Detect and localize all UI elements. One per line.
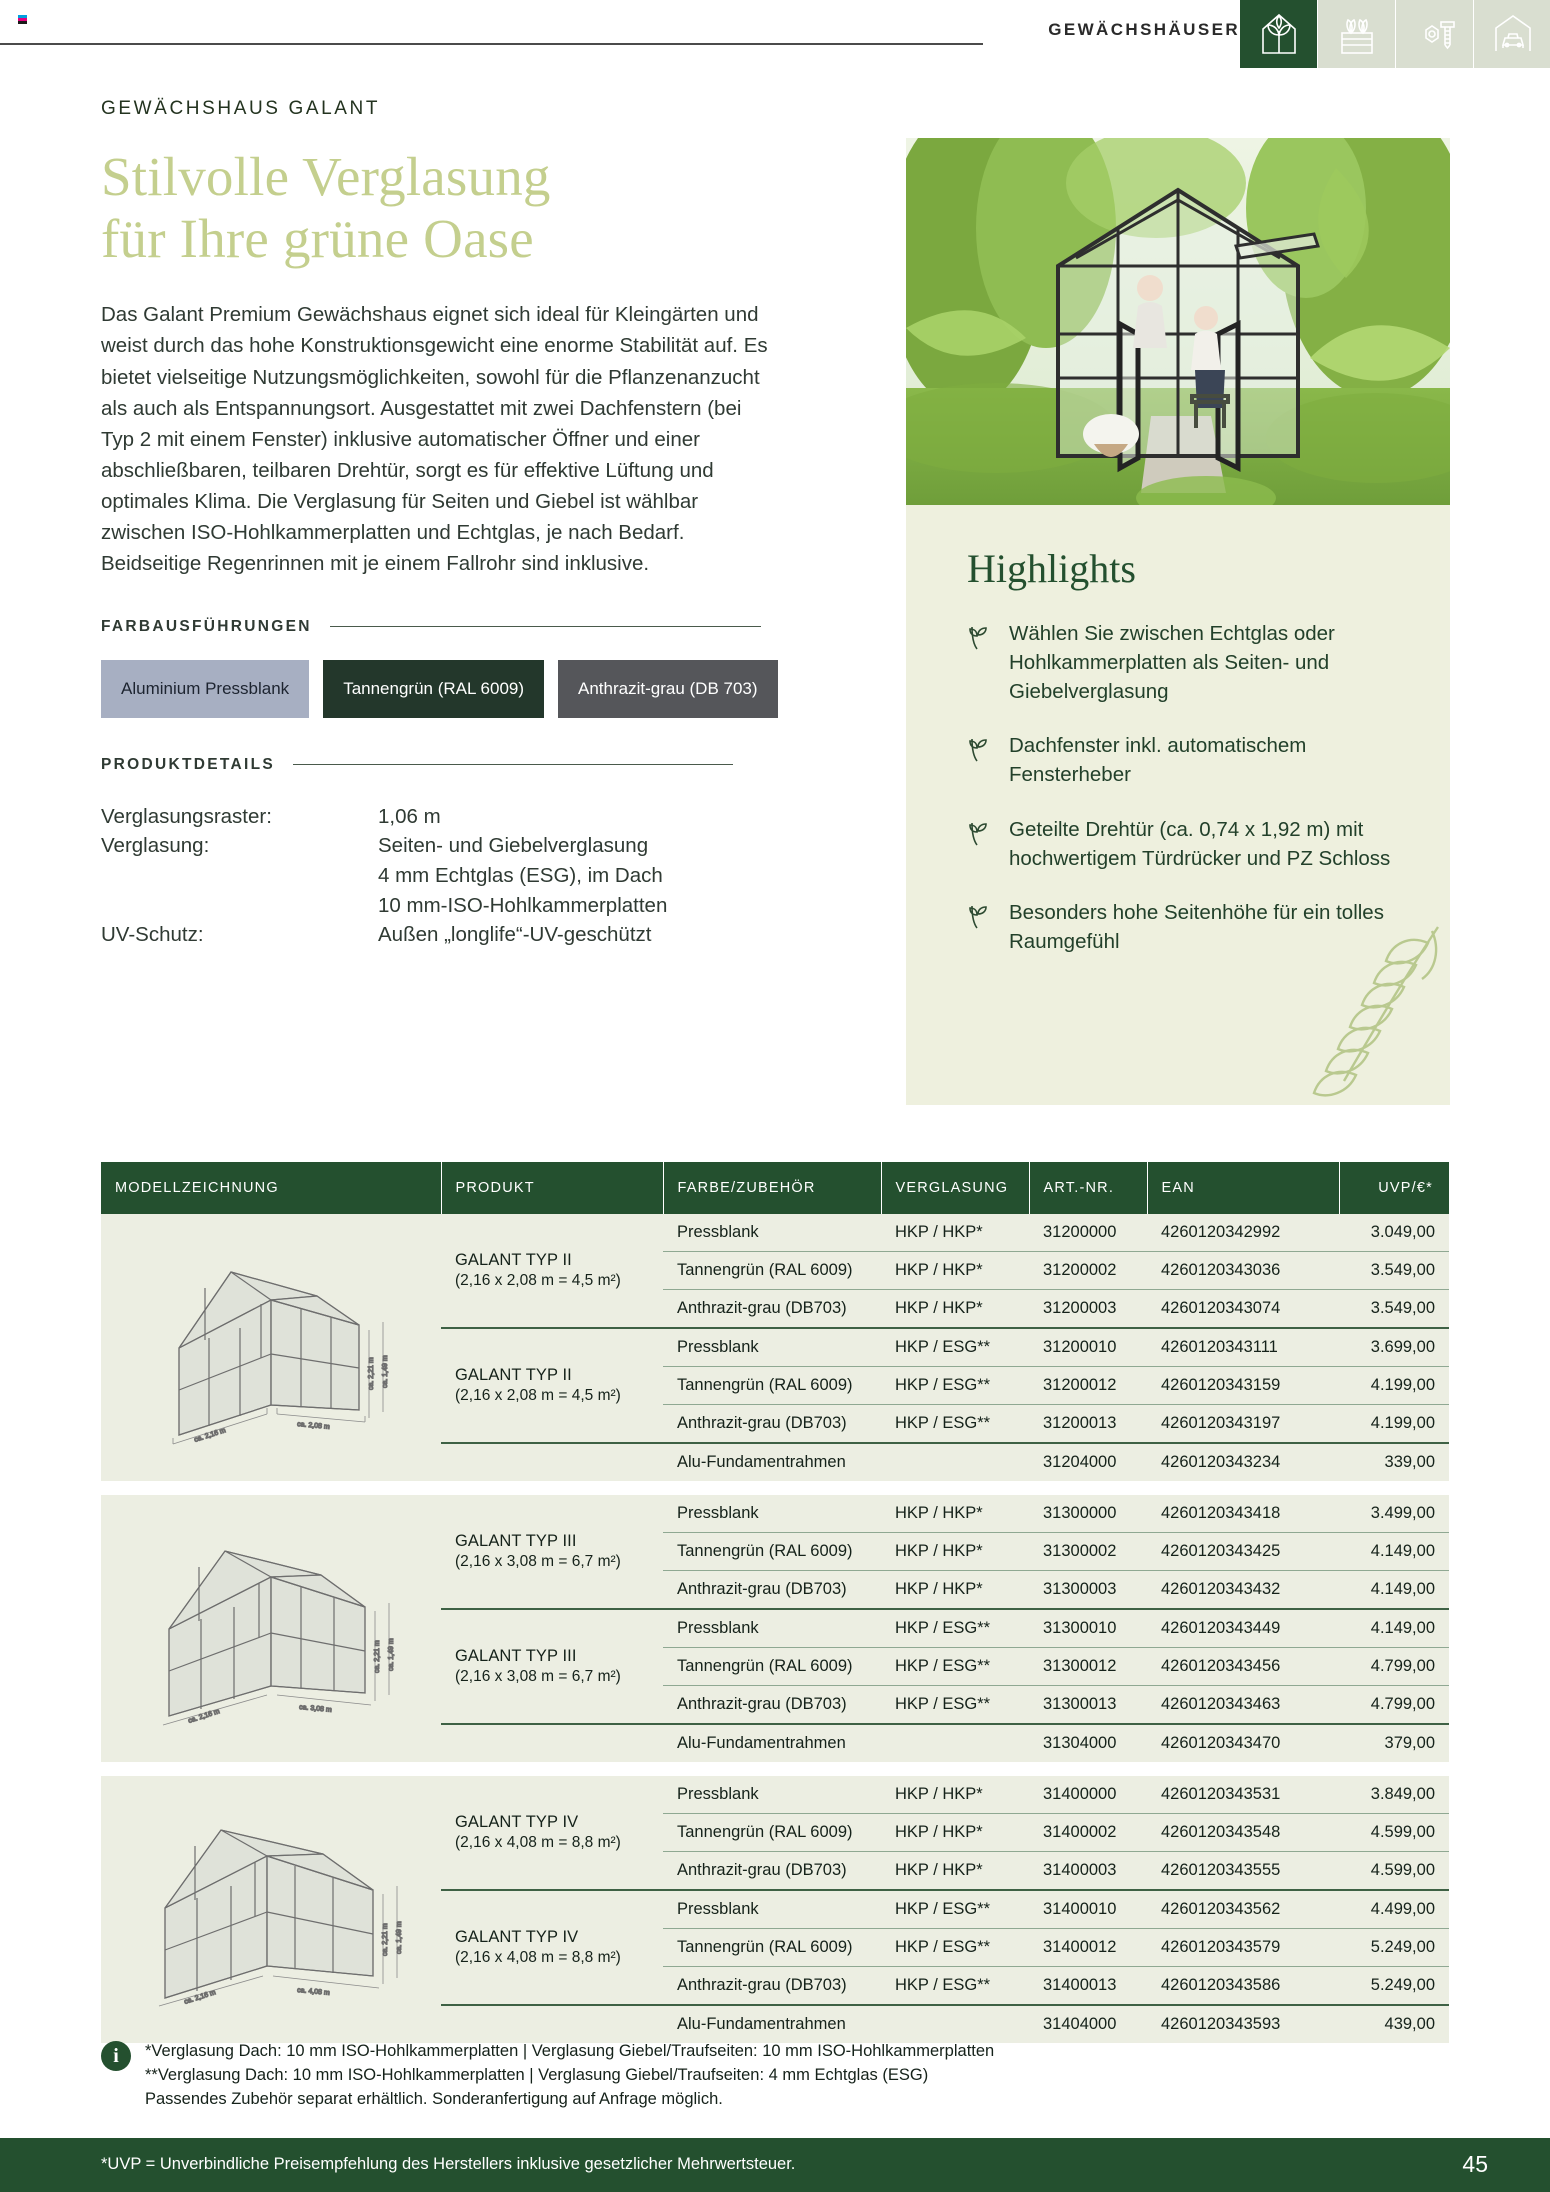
detail-value: 10 mm-ISO-Hohlkammerplatten (378, 893, 668, 917)
product-name: GALANT TYP IV (455, 1812, 579, 1831)
cell-article: 31300012 (1029, 1648, 1147, 1686)
color-swatch-label: Anthrazit-grau (DB 703) (578, 678, 758, 698)
cell-price: 4.149,00 (1339, 1533, 1449, 1571)
model-drawing-cell (101, 1214, 441, 1488)
cell-article: 31404000 (1029, 2005, 1147, 2043)
cell-ean: 4260120343593 (1147, 2005, 1339, 2043)
cell-price: 5.249,00 (1339, 1967, 1449, 2006)
cell-colour: Anthrazit-grau (DB703) (663, 1290, 881, 1329)
highlight-text: Geteilte Drehtür (ca. 0,74 x 1,92 m) mit hochwertigem Türdrücker und PZ Schloss (1009, 817, 1391, 870)
tab-hardware[interactable] (1396, 0, 1473, 68)
cell-colour: Anthrazit-grau (DB703) (663, 1686, 881, 1725)
cell-article: 31300013 (1029, 1686, 1147, 1725)
cell-colour: Tannengrün (RAL 6009) (663, 1929, 881, 1967)
color-swatch-label: Aluminium Pressblank (121, 678, 290, 698)
cell-price: 4.199,00 (1339, 1405, 1449, 1444)
cell-price: 5.249,00 (1339, 1929, 1449, 1967)
details-section-label: PRODUKTDETAILS (101, 755, 275, 773)
details-section-heading (101, 756, 761, 774)
cell-article: 31204000 (1029, 1443, 1147, 1488)
cell-article: 31200010 (1029, 1328, 1147, 1367)
cell-colour: Anthrazit-grau (DB703) (663, 1405, 881, 1444)
cell-article: 31400000 (1029, 1769, 1147, 1814)
svg-text:ca. 4,08 m: ca. 4,08 m (296, 1987, 330, 1997)
col-art-nr: ART.-NR. (1029, 1162, 1147, 1214)
cell-glazing: HKP / ESG** (881, 1648, 1029, 1686)
cell-glazing: HKP / HKP* (881, 1852, 1029, 1891)
svg-text:ca. 2,21 m: ca. 2,21 m (374, 1640, 381, 1673)
cell-price: 4.799,00 (1339, 1686, 1449, 1725)
greenhouse-isometric-drawing (121, 1638, 421, 1745)
highlights-panel (906, 505, 1450, 1105)
cell-colour: Anthrazit-grau (DB703) (663, 1571, 881, 1610)
cell-price: 4.199,00 (1339, 1367, 1449, 1405)
cell-glazing: HKP / ESG** (881, 1405, 1029, 1444)
detail-value: 4 mm Echtglas (ESG), im Dach (378, 864, 663, 888)
highlights-title: Highlights (967, 546, 1136, 591)
detail-value: 1,06 m (378, 804, 441, 828)
cell-glazing: HKP / HKP* (881, 1769, 1029, 1814)
cell-glazing: HKP / ESG** (881, 1967, 1029, 2006)
cell-colour: Tannengrün (RAL 6009) (663, 1252, 881, 1290)
product-dimensions: (2,16 x 3,08 m = 6,7 m²) (455, 1553, 621, 1571)
svg-text:ca. 2,16 m: ca. 2,16 m (187, 1708, 221, 1725)
section-title: GEWÄCHSHÄUSER (1048, 20, 1240, 39)
cell-article: 31200003 (1029, 1290, 1147, 1329)
page-title (101, 146, 761, 269)
detail-key (101, 891, 378, 921)
col-uvp: UVP/€* (1339, 1162, 1449, 1214)
detail-key: Verglasung: (101, 834, 210, 858)
product-name: GALANT TYP III (455, 1531, 577, 1550)
colors-section-label: FARBAUSFÜHRUNGEN (101, 617, 312, 635)
bolt-screw-icon (1413, 11, 1457, 57)
page-title-line-2: für Ihre grüne Oase (101, 207, 534, 269)
product-details-list (101, 802, 761, 951)
cell-ean: 4260120343449 (1147, 1609, 1339, 1648)
cell-glazing: HKP / ESG** (881, 1929, 1029, 1967)
svg-text:ca. 2,16 m: ca. 2,16 m (183, 1989, 217, 2006)
cell-ean: 4260120343159 (1147, 1367, 1339, 1405)
detail-value: Außen „longlife“-UV-geschützt (378, 923, 652, 947)
footer-disclaimer: *UVP = Unverbindliche Preisempfehlung des Herstellers inklusive gesetzlicher Mehrwertsteuer. (101, 2155, 796, 2173)
category-tabstrip (1240, 0, 1550, 68)
cell-glazing: HKP / HKP* (881, 1571, 1029, 1610)
cell-article: 31200012 (1029, 1367, 1147, 1405)
cell-accessory: Alu-Fundamentrahmen (663, 1443, 881, 1488)
cell-colour: Pressblank (663, 1769, 881, 1814)
cell-glazing (881, 1724, 1029, 1769)
cell-article: 31300003 (1029, 1571, 1147, 1610)
color-swatch-list (101, 660, 761, 718)
cell-ean: 4260120343586 (1147, 1967, 1339, 2006)
cell-article: 31400012 (1029, 1929, 1147, 1967)
cell-article: 31300002 (1029, 1533, 1147, 1571)
cell-ean: 4260120343234 (1147, 1443, 1339, 1488)
product-name-cell (441, 1214, 663, 1328)
product-name-cell (441, 1328, 663, 1443)
product-name-cell (441, 1443, 663, 1488)
cell-price: 3.049,00 (1339, 1214, 1449, 1252)
svg-text:ca. 1,49 m: ca. 1,49 m (388, 1638, 395, 1671)
cell-article: 31200002 (1029, 1252, 1147, 1290)
svg-text:ca. 1,49 m: ca. 1,49 m (396, 1921, 403, 1954)
cell-colour: Tannengrün (RAL 6009) (663, 1533, 881, 1571)
cell-article: 31400013 (1029, 1967, 1147, 2006)
footnote-line: **Verglasung Dach: 10 mm ISO-Hohlkammerplatten | Verglasung Giebel/Traufseiten: 4 mm Echtglas (ESG) (145, 2065, 929, 2084)
col-ean: EAN (1147, 1162, 1339, 1214)
color-swatch[interactable] (101, 660, 309, 718)
product-name: GALANT TYP III (455, 1646, 577, 1665)
col-verglasung: VERGLASUNG (881, 1162, 1029, 1214)
tab-greenhouse[interactable] (1240, 0, 1317, 68)
svg-text:ca. 2,08 m: ca. 2,08 m (296, 1421, 330, 1431)
cell-accessory: Alu-Fundamentrahmen (663, 2005, 881, 2043)
cell-ean: 4260120343111 (1147, 1328, 1339, 1367)
greenhouse-icon (1257, 11, 1301, 57)
cell-colour: Tannengrün (RAL 6009) (663, 1814, 881, 1852)
highlight-item (967, 815, 1406, 873)
detail-key (101, 861, 378, 891)
product-name-cell (441, 1609, 663, 1724)
product-table-wrapper (101, 1162, 1449, 2043)
cell-ean: 4260120343432 (1147, 1571, 1339, 1610)
footnotes-block (101, 2040, 1401, 2112)
cell-colour: Tannengrün (RAL 6009) (663, 1648, 881, 1686)
highlight-item (967, 619, 1406, 706)
colors-section-rule (330, 626, 761, 628)
footnote-line: Passendes Zubehör separat erhältlich. Sonderanfertigung auf Anfrage möglich. (145, 2089, 723, 2108)
cell-ean: 4260120343425 (1147, 1533, 1339, 1571)
product-name-cell (441, 1769, 663, 1890)
cell-price: 4.799,00 (1339, 1648, 1449, 1686)
hero-photo (906, 138, 1450, 505)
cell-price: 4.499,00 (1339, 1890, 1449, 1929)
product-dimensions: (2,16 x 4,08 m = 8,8 m²) (455, 1834, 621, 1852)
cell-article: 31304000 (1029, 1724, 1147, 1769)
product-dimensions: (2,16 x 2,08 m = 4,5 m²) (455, 1272, 621, 1290)
intro-paragraph: Das Galant Premium Gewächshaus eignet sich ideal für Kleingärten und weist durch das hohe Konstruktionsgewicht eine enorme Stabilität auf. Es bietet vielseitige Nutzungsmöglichkeiten, sowohl für die Pflanzenanzucht als auch als Entspannungsort. Ausgestattet mit zwei Dachfenstern (bei Typ 2 mit einem Fenster) inklusive automatischer Öffner und einer abschließbaren, teilbaren Drehtür, sorgt es für effektive Lüftung und optimales Klima. Die Verglasung für Seiten und Giebel ist wählbar zwischen ISO-Hohlkammerplatten und Echtglas, je nach Bedarf. Beidseitige Regenrinnen mit je einem Fallrohr sind inklusive. (101, 303, 768, 576)
svg-text:ca. 2,21 m: ca. 2,21 m (382, 1923, 389, 1956)
cell-article: 31400003 (1029, 1852, 1147, 1891)
table-row (101, 1214, 1449, 1252)
highlight-text: Besonders hohe Seitenhöhe für ein tolles Raumgefühl (1009, 900, 1384, 953)
product-name-cell (441, 1890, 663, 2005)
cell-article: 31200013 (1029, 1405, 1147, 1444)
product-name: GALANT TYP II (455, 1250, 572, 1269)
product-dimensions: (2,16 x 3,08 m = 6,7 m²) (455, 1668, 621, 1686)
svg-text:ca. 2,16 m: ca. 2,16 m (193, 1427, 227, 1444)
cell-ean: 4260120343548 (1147, 1814, 1339, 1852)
leaf-sprout-icon (967, 898, 993, 956)
col-produkt: PRODUKT (441, 1162, 663, 1214)
page-footer (0, 2138, 1550, 2192)
leaf-sprout-icon (967, 731, 993, 789)
cell-price: 3.849,00 (1339, 1769, 1449, 1814)
cell-colour: Pressblank (663, 1214, 881, 1252)
cell-price: 4.149,00 (1339, 1571, 1449, 1610)
cell-glazing: HKP / HKP* (881, 1533, 1029, 1571)
cell-price: 3.549,00 (1339, 1252, 1449, 1290)
cell-article: 31200000 (1029, 1214, 1147, 1252)
table-header-row (101, 1162, 1449, 1214)
highlight-item (967, 731, 1406, 789)
info-icon: i (101, 2041, 131, 2071)
intro-column (101, 98, 768, 950)
cell-ean: 4260120343074 (1147, 1290, 1339, 1329)
cell-glazing: HKP / ESG** (881, 1890, 1029, 1929)
col-modellzeichnung: MODELLZEICHNUNG (101, 1162, 441, 1214)
cell-glazing: HKP / HKP* (881, 1814, 1029, 1852)
cell-article: 31400002 (1029, 1814, 1147, 1852)
table-body (101, 1214, 1449, 2043)
colors-section-heading (101, 618, 761, 636)
leaf-sprout-icon (967, 619, 993, 706)
detail-key: Verglasungsraster: (101, 804, 272, 828)
cell-ean: 4260120343470 (1147, 1724, 1339, 1769)
header-rule (0, 43, 983, 45)
detail-key: UV-Schutz: (101, 923, 204, 947)
page-header (0, 0, 1550, 76)
cell-colour: Pressblank (663, 1488, 881, 1533)
raised-bed-icon (1335, 11, 1379, 57)
tab-raised-bed[interactable] (1318, 0, 1395, 68)
cell-ean: 4260120343036 (1147, 1252, 1339, 1290)
product-table (101, 1162, 1449, 2043)
color-swatch[interactable] (558, 660, 778, 718)
cell-glazing: HKP / ESG** (881, 1367, 1029, 1405)
greenhouse-isometric-drawing (121, 1355, 421, 1464)
svg-text:ca. 1,49 m: ca. 1,49 m (382, 1355, 389, 1388)
page-number: 45 (1462, 2151, 1488, 2177)
tab-carport[interactable] (1474, 0, 1550, 68)
detail-value: Seiten- und Giebelverglasung (378, 834, 649, 858)
leaf-sprout-icon (967, 815, 993, 873)
footnote-line: *Verglasung Dach: 10 mm ISO-Hohlkammerplatten | Verglasung Giebel/Traufseiten: 10 mm ISO-Hohlkammerplatten (145, 2042, 995, 2060)
cell-ean: 4260120343562 (1147, 1890, 1339, 1929)
cell-colour: Anthrazit-grau (DB703) (663, 1852, 881, 1891)
color-swatch-label: Tannengrün (RAL 6009) (343, 678, 525, 698)
table-row (101, 1488, 1449, 1533)
cell-colour: Pressblank (663, 1609, 881, 1648)
cell-price: 4.149,00 (1339, 1609, 1449, 1648)
model-drawing-cell (101, 1488, 441, 1769)
cell-ean: 4260120343463 (1147, 1686, 1339, 1725)
color-swatch[interactable] (323, 660, 544, 718)
cell-glazing: HKP / HKP* (881, 1488, 1029, 1533)
product-eyebrow: GEWÄCHSHAUS GALANT (101, 98, 381, 119)
cell-article: 31400010 (1029, 1890, 1147, 1929)
cell-article: 31300010 (1029, 1609, 1147, 1648)
crop-mark (18, 15, 27, 27)
cell-ean: 4260120343531 (1147, 1769, 1339, 1814)
cell-glazing: HKP / ESG** (881, 1609, 1029, 1648)
greenhouse-isometric-drawing (121, 1921, 421, 2026)
product-name: GALANT TYP II (455, 1365, 572, 1384)
cell-price: 3.499,00 (1339, 1488, 1449, 1533)
highlight-item (967, 898, 1406, 956)
product-dimensions: (2,16 x 2,08 m = 4,5 m²) (455, 1387, 621, 1405)
cell-article: 31300000 (1029, 1488, 1147, 1533)
product-name-cell (441, 1488, 663, 1609)
col-farbe-zubehoer: FARBE/ZUBEHÖR (663, 1162, 881, 1214)
cell-colour: Tannengrün (RAL 6009) (663, 1367, 881, 1405)
cell-price: 4.599,00 (1339, 1852, 1449, 1891)
carport-car-icon (1491, 11, 1535, 57)
cell-ean: 4260120342992 (1147, 1214, 1339, 1252)
svg-text:ca. 2,21 m: ca. 2,21 m (368, 1357, 375, 1390)
product-name-cell (441, 1724, 663, 1769)
cell-glazing: HKP / ESG** (881, 1328, 1029, 1367)
footnote-lines (145, 2040, 994, 2112)
cell-glazing (881, 2005, 1029, 2043)
highlight-text: Wählen Sie zwischen Echtglas oder Hohlkammerplatten als Seiten- und Giebelverglasung (1009, 622, 1335, 704)
product-name: GALANT TYP IV (455, 1927, 579, 1946)
highlight-text: Dachfenster inkl. automatischem Fensterheber (1009, 734, 1307, 787)
cell-colour: Anthrazit-grau (DB703) (663, 1967, 881, 2006)
cell-price: 3.699,00 (1339, 1328, 1449, 1367)
product-dimensions: (2,16 x 4,08 m = 8,8 m²) (455, 1949, 621, 1967)
cell-ean: 4260120343579 (1147, 1929, 1339, 1967)
page-title-line-1: Stilvolle Verglasung (101, 146, 551, 207)
cell-price: 379,00 (1339, 1724, 1449, 1769)
cell-glazing: HKP / HKP* (881, 1214, 1029, 1252)
cell-price: 3.549,00 (1339, 1290, 1449, 1329)
cell-glazing: HKP / ESG** (881, 1686, 1029, 1725)
model-drawing-cell (101, 1769, 441, 2043)
cell-price: 339,00 (1339, 1443, 1449, 1488)
table-row (101, 1769, 1449, 1814)
cell-glazing: HKP / HKP* (881, 1290, 1029, 1329)
cell-glazing: HKP / HKP* (881, 1252, 1029, 1290)
cell-ean: 4260120343197 (1147, 1405, 1339, 1444)
details-section-rule (293, 764, 733, 766)
cell-glazing (881, 1443, 1029, 1488)
cell-colour: Pressblank (663, 1328, 881, 1367)
cell-ean: 4260120343418 (1147, 1488, 1339, 1533)
cell-accessory: Alu-Fundamentrahmen (663, 1724, 881, 1769)
cell-price: 4.599,00 (1339, 1814, 1449, 1852)
cell-ean: 4260120343456 (1147, 1648, 1339, 1686)
product-name-cell (441, 2005, 663, 2043)
cell-colour: Pressblank (663, 1890, 881, 1929)
svg-text:ca. 3,08 m: ca. 3,08 m (298, 1704, 332, 1714)
cell-ean: 4260120343555 (1147, 1852, 1339, 1891)
cell-price: 439,00 (1339, 2005, 1449, 2043)
